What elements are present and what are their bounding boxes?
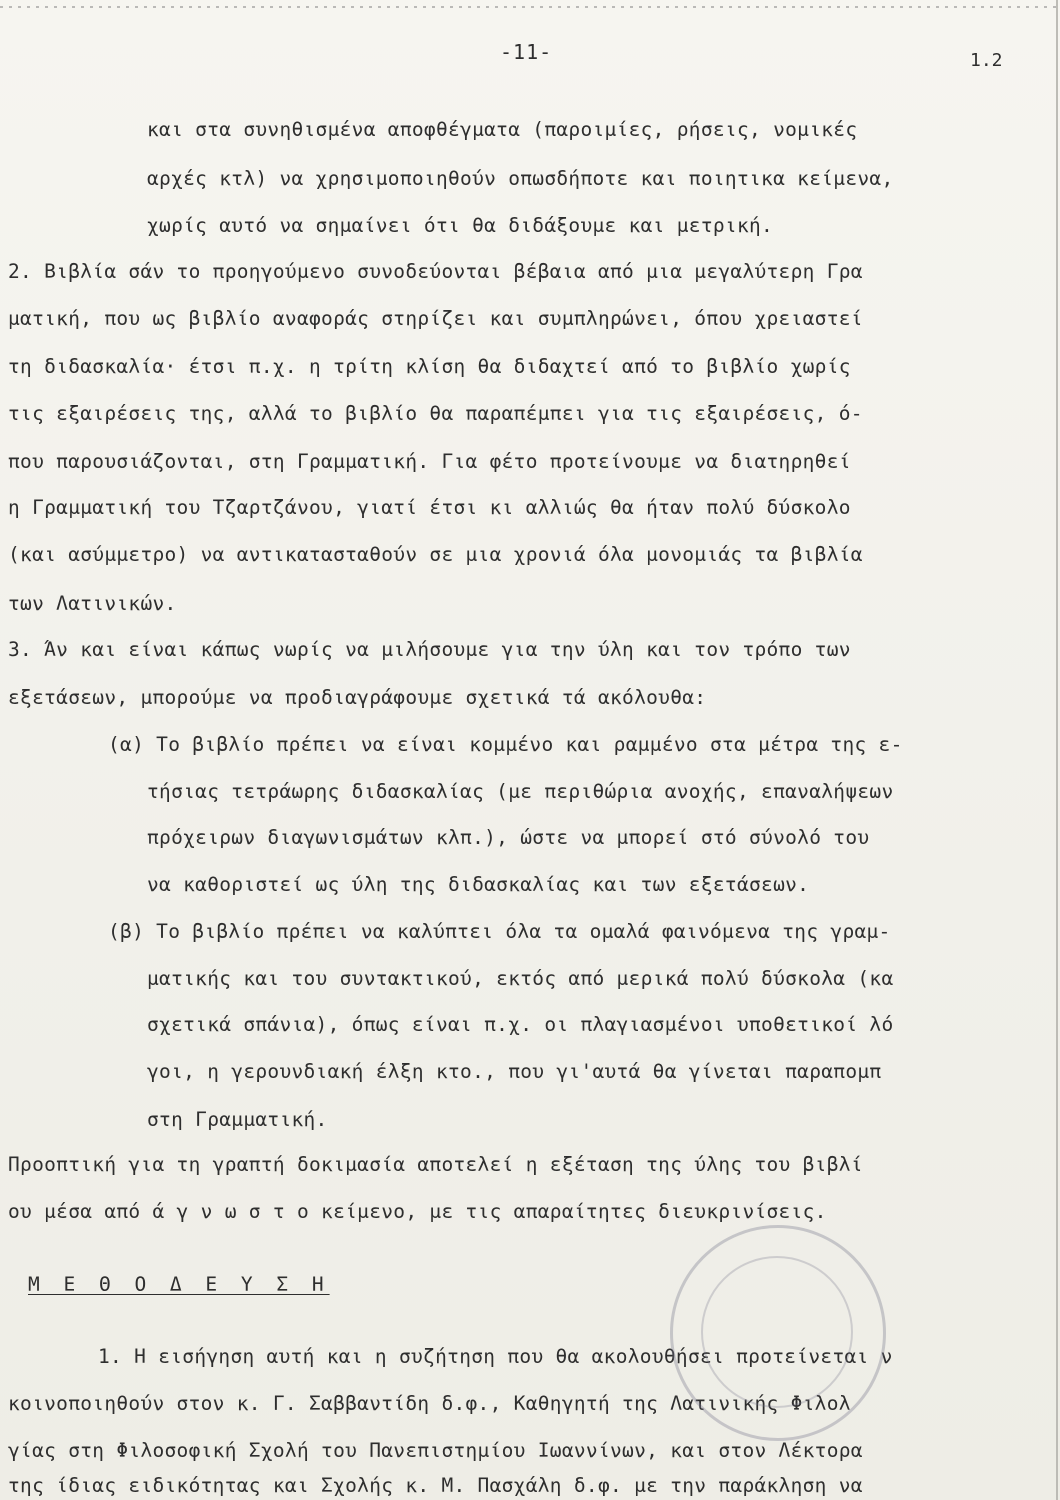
text-line: Προοπτική για τη γραπτή δοκιμασία αποτελεί η εξέταση της ύλης του βιβλί [8, 1153, 863, 1176]
text-line: τήσιας τετράωρης διδασκαλίας (με περιθώρια ανοχής, επαναλήψεων [147, 780, 894, 803]
text-line: που παρουσιάζονται, στη Γραμματική. Για φέτο προτείνουμε να διατηρηθεί [8, 450, 851, 473]
text-line: των Λατινικών. [8, 592, 177, 615]
text-line: γοι, η γερουνδιακή έλξη κτο., που γι'αυτά θα γίνεται παραπομπ [147, 1060, 882, 1083]
text-line: της ίδιας ειδικότητας και Σχολής κ. Μ. Πασχάλη δ.φ. με την παράκληση να [8, 1474, 863, 1497]
text-line: σχετικά σπάνια), όπως είναι π.χ. οι πλαγιασμένοι υποθετικοί λό [147, 1013, 894, 1036]
text-line: τη διδασκαλία· έτσι π.χ. η τρίτη κλίση θα διδαχτεί από το βιβλίο χωρίς [8, 355, 851, 378]
text-line: (α) Το βιβλίο πρέπει να είναι κομμένο και ραμμένο στα μέτρα της ε- [108, 733, 903, 756]
section-heading: Μ Ε Θ Ο Δ Ε Υ Σ Η [28, 1273, 330, 1296]
text-line: 2. Βιβλία σάν το προηγούμενο συνοδεύονται βέβαια από μια μεγαλύτερη Γρα [8, 260, 863, 283]
text-line: και στα συνηθισμένα αποφθέγματα (παροιμίες, ρήσεις, νομικές [147, 118, 858, 141]
text-line: χωρίς αυτό να σημαίνει ότι θα διδάξουμε και μετρική. [147, 214, 774, 237]
text-line: γίας στη Φιλοσοφική Σχολή του Πανεπιστημίου Ιωαννίνων, και στον Λέκτορα [8, 1439, 863, 1462]
text-line: πρόχειρων διαγωνισμάτων κλπ.), ώστε να μπορεί στό σύνολό του [147, 826, 870, 849]
right-edge-shadow [1056, 0, 1058, 1500]
text-line: αρχές κτλ) να χρησιμοποιηθούν οπωσδήποτε και ποιητικα κείμενα, [147, 167, 894, 190]
ink-stamp [670, 1225, 886, 1441]
text-line: 3. Άν και είναι κάπως νωρίς να μιλήσουμε για την ύλη και τον τρόπο των [8, 638, 851, 661]
text-line: ματική, που ως βιβλίο αναφοράς στηρίζει και συμπληρώνει, όπου χρειαστεί [8, 307, 863, 330]
page-number: -11- [500, 40, 553, 64]
text-line: εξετάσεων, μπορούμε να προδιαγράφουμε σχετικά τά ακόλουθα: [8, 686, 707, 709]
text-line: κοινοποιηθούν στον κ. Γ. Σαββαντίδη δ.φ., Καθηγητή της Λατινικής Φιλολ [8, 1392, 851, 1415]
text-line: (και ασύμμετρο) να αντικατασταθούν σε μια χρονιά όλα μονομιάς τα βιβλία [8, 543, 863, 566]
text-line: στη Γραμματική. [147, 1108, 328, 1131]
text-line: να καθοριστεί ως ύλη της διδασκαλίας και των εξετάσεων. [147, 873, 810, 896]
top-edge-marks [0, 6, 1060, 8]
text-line: ου μέσα από ά γ ν ω σ τ ο κείμενο, με τις απαραίτητες διευκρινίσεις. [8, 1200, 827, 1223]
text-line: τις εξαιρέσεις της, αλλά το βιβλίο θα παραπέμπει για τις εξαιρέσεις, ό- [8, 402, 863, 425]
text-line: 1. Η εισήγηση αυτή και η συζήτηση που θα ακολουθήσει προτείνεται ν [98, 1345, 893, 1368]
section-number: 1.2 [970, 50, 1003, 71]
text-line: η Γραμματική του Τζαρτζάνου, γιατί έτσι κι αλλιώς θα ήταν πολύ δύσκολο [8, 496, 851, 519]
text-line: ματικής και του συντακτικού, εκτός από μερικά πολύ δύσκολα (κα [147, 967, 894, 990]
text-line: (β) Το βιβλίο πρέπει να καλύπτει όλα τα ομαλά φαινόμενα της γραμ- [108, 920, 891, 943]
